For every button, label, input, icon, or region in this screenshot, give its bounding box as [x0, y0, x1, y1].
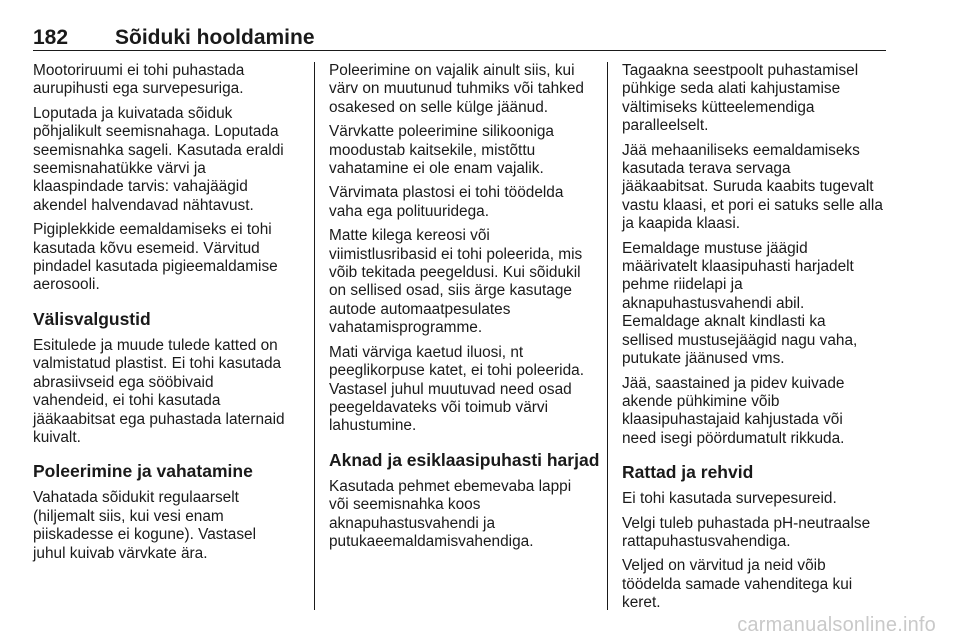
text-line: viimistlusribasid ei tohi poleerida, mis — [329, 245, 583, 263]
text-line: Värvimata plastosi ei tohi töödelda — [329, 184, 564, 202]
text-line: Jää, saastained ja pidev kuivade — [622, 374, 845, 392]
paragraph-waxing — [33, 489, 301, 563]
text-line: valmistatud plastist. Ei tohi kasutada — [33, 355, 282, 373]
text-line: Mati värviga kaetud iluosi, nt — [329, 343, 524, 361]
text-line: on sellised osad, siis ärge kasutage — [329, 282, 572, 300]
paragraph-matte-film — [329, 227, 597, 337]
section-heading-polishing-waxing: Poleerimine ja vahatamine — [33, 461, 253, 482]
text-line: peegeldavateks või toimub värvi — [329, 398, 549, 416]
text-line: vastu klaasi, et pori ei satuks selle alla — [622, 196, 883, 214]
text-line: abrasiivseid ega sööbivaid — [33, 373, 214, 391]
text-line: moodustab kaitsekile, mistõttu — [329, 141, 536, 159]
paragraph-window-cleaning — [329, 478, 597, 552]
text-line: aknapuhastusvahendi ja — [329, 514, 496, 532]
text-line: akende pühkimine võib — [622, 392, 780, 410]
section-heading-windows-wipers: Aknad ja esiklaasipuhasti harjad — [329, 449, 600, 470]
paragraph-light-covers — [33, 337, 301, 447]
text-line: osakesed on selle külge jäänud. — [329, 98, 549, 116]
text-line: Mootoriruumi ei tohi puhastada — [33, 62, 245, 79]
text-line: putukate jäänused vms. — [622, 350, 785, 368]
text-line: ja kaapida klaasi. — [622, 215, 741, 233]
paragraph-rim-cleaner — [622, 515, 890, 552]
text-line: Kasutada pehmet ebemevaba lappi — [329, 477, 572, 495]
text-line: jääkaabitsat ega puhastada laternaid — [33, 410, 285, 428]
text-line: peeglikorpuse katet, ei tohi poleerida. — [329, 362, 584, 380]
text-line: juhul kuivab värvkate ära. — [33, 544, 208, 562]
text-line: klaaspindade tarvis: vahajäägid — [33, 178, 248, 196]
text-line: klaasipuhastajaid kahjustada või — [622, 411, 843, 429]
text-line: Tagaakna seestpoolt puhastamisel — [622, 62, 859, 79]
text-line: aerosooli. — [33, 276, 100, 294]
text-line: pehme riidelapi ja — [622, 276, 743, 294]
text-line: seemisnahka sageli. Kasutada eraldi — [33, 141, 284, 159]
text-line: Pigiplekkide eemaldamiseks ei tohi — [33, 221, 272, 239]
paragraph-painted-rims — [622, 557, 890, 612]
paragraph-rear-window — [622, 62, 890, 136]
paragraph-polishing-need — [329, 62, 597, 117]
text-line: vahatamine ei ole enam vajalik. — [329, 160, 544, 178]
text-line: Eemaldage aknalt kindlasti ka — [622, 313, 826, 331]
paragraph-rinse-dry — [33, 105, 301, 215]
watermark: carmanualsonline.info — [737, 614, 936, 636]
column-2 — [329, 62, 600, 557]
paragraph-wiper-blades — [622, 240, 890, 369]
text-line: võib tekitada peegeldusi. Kui sõidukil — [329, 264, 581, 282]
paragraph-no-pressure-washer — [622, 490, 890, 508]
text-line: värv on muutunud tuhmiks või tahked — [329, 80, 584, 98]
text-line: aurupihusti ega survepesuriga. — [33, 80, 244, 98]
text-line: kasutada kõvu esemeid. Värvitud — [33, 239, 260, 257]
text-line: pindadel kasutada pigieemaldamise — [33, 258, 278, 276]
text-line: Poleerimine on vajalik ainult siis, kui — [329, 62, 575, 79]
paragraph-tar-spots — [33, 221, 301, 295]
page-header — [33, 24, 886, 51]
text-line: (hiljemalt siis, kui vesi enam — [33, 507, 224, 525]
text-line: need isegi pöördumatult rikkuda. — [622, 429, 845, 447]
column-divider-1 — [314, 62, 315, 610]
text-line: Ei tohi kasutada survepesureid. — [622, 490, 837, 508]
text-line: vaha ega polituuridega. — [329, 202, 490, 220]
text-line: vältimiseks kütteelemendiga — [622, 98, 815, 116]
text-line: autode automaatpesulates — [329, 300, 511, 318]
text-line: paralleelselt. — [622, 117, 709, 135]
text-line: jääkaabitsat. Suruda kaabits tugevalt — [622, 178, 874, 196]
paragraph-silicone — [329, 123, 597, 178]
text-line: Veljed on värvitud ja neid võib — [622, 557, 826, 575]
text-line: töödelda samade vahenditega kui — [622, 575, 853, 593]
paragraph-wiper-damage — [622, 375, 890, 449]
text-line: Eemaldage mustuse jäägid — [622, 239, 808, 257]
column-3 — [622, 62, 890, 619]
paragraph-unpainted-plastic — [329, 184, 597, 221]
text-line: piiskadesse ei kogune). Vastasel — [33, 526, 257, 544]
paragraph-matte-paint — [329, 344, 597, 436]
page-number: 182 — [33, 26, 69, 49]
text-line: Matte kilega kereosi või — [329, 227, 490, 245]
text-line: sellised mustusejäägid nagu vaha, — [622, 331, 858, 349]
text-line: lahustumine. — [329, 417, 417, 435]
section-heading-exterior-lights: Välisvalgustid — [33, 308, 151, 329]
text-line: Vastasel juhul muutuvad need osad — [329, 380, 572, 398]
text-line: põhjalikult seemisnahaga. Loputada — [33, 123, 279, 141]
section-heading-wheels-tires: Rattad ja rehvid — [622, 462, 754, 483]
text-line: määrivatelt klaasipuhasti harjadelt — [622, 258, 854, 276]
text-line: akendel halvendavad nähtavust. — [33, 196, 254, 214]
text-line: Värvkatte poleerimine silikooniga — [329, 123, 554, 141]
text-line: Vahatada sõidukit regulaarselt — [33, 489, 239, 507]
text-line: kuivalt. — [33, 428, 81, 446]
text-line: Loputada ja kuivatada sõiduk — [33, 104, 233, 122]
text-line: Velgi tuleb puhastada pH-neutraalse — [622, 514, 871, 532]
text-line: putukaeemaldamisvahendiga. — [329, 532, 534, 550]
text-line: vahatamisprogramme. — [329, 319, 483, 337]
column-divider-2 — [607, 62, 608, 610]
paragraph-ice-scraper — [622, 142, 890, 234]
column-1 — [33, 62, 301, 569]
text-line: vahendeid, ei tohi kasutada — [33, 392, 221, 410]
text-line: Jää mehaaniliseks eemaldamiseks — [622, 141, 860, 159]
paragraph-engine-cleaning — [33, 62, 301, 99]
text-line: kasutada terava servaga — [622, 160, 791, 178]
text-line: seemisnahatükke värvi ja — [33, 160, 206, 178]
text-line: keret. — [622, 594, 661, 612]
page-title: Sõiduki hooldamine — [115, 26, 315, 49]
text-line: pühkige seda alati kahjustamise — [622, 80, 841, 98]
text-line: rattapuhastusvahendiga. — [622, 532, 791, 550]
text-line: või seemisnahka koos — [329, 496, 481, 514]
text-line: aknapuhastusvahendi abil. — [622, 294, 805, 312]
text-line: Esitulede ja muude tulede katted on — [33, 336, 278, 354]
